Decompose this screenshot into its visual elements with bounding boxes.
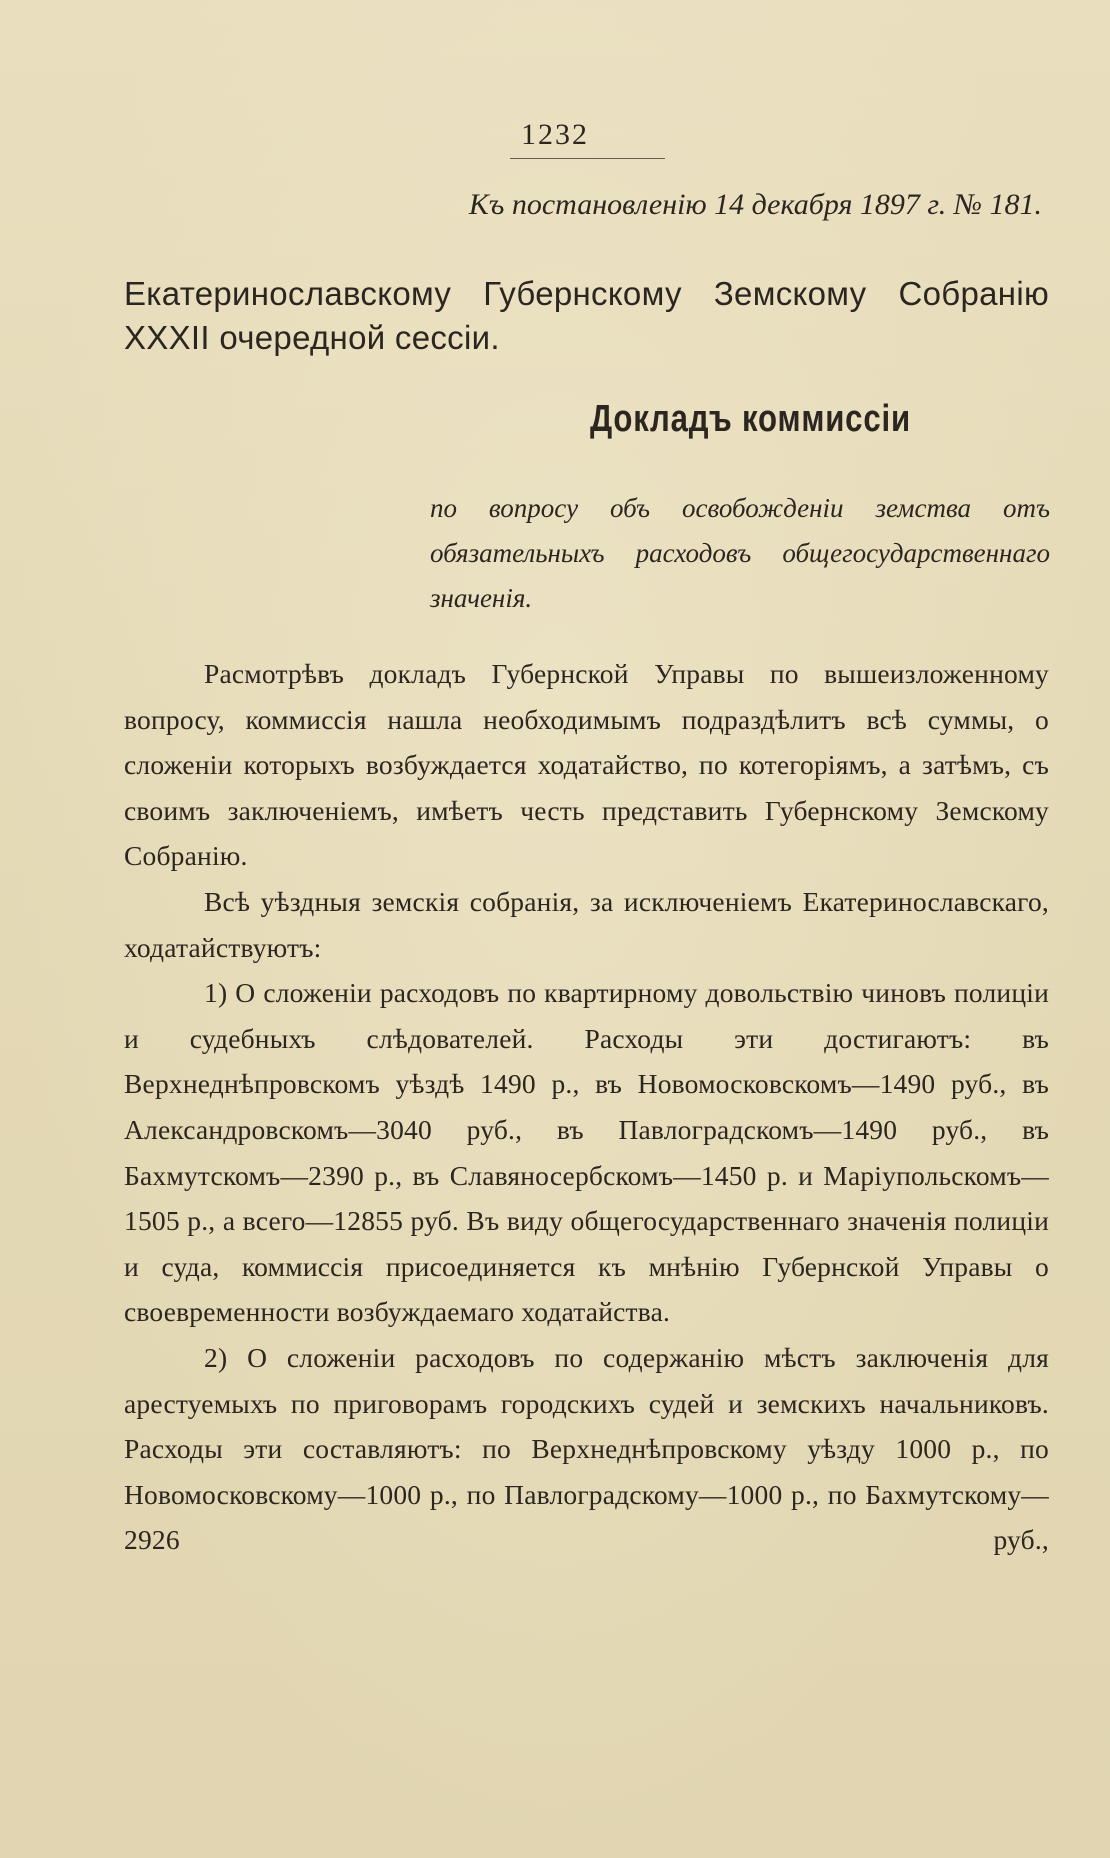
paragraph-petition-lead: Всѣ уѣздныя земскія собранія, за исключеніемъ Екатеринославскаго, ходатайствуютъ: [124, 885, 1049, 963]
report-body [124, 651, 1049, 1563]
report-title: Докладъ коммиссіи [590, 398, 911, 440]
paragraph-item-2: 2) О сложеніи расходовъ по содержанію мѣстъ заключенія для арестуемыхъ по приговорамъ городскихъ судей и земскихъ начальниковъ. Расходы эти составляютъ: по Верхнеднѣпровскому уѣзду 1000 р., по Новомосковскому—1000 р., по Павлоградскому—1000 р., по Бахмутскому—2926 руб., [124, 1341, 1049, 1556]
paragraph-item-1: 1) О сложеніи расходовъ по квартирному довольствію чиновъ полиціи и судебныхъ слѣдователей. Расходы эти достигаютъ: въ Верхнеднѣпровскомъ уѣздѣ 1490 р., въ Новомосковскомъ—1490 руб., въ Александровскомъ—3040 руб., въ Павлоградскомъ—1490 руб., въ Бахмутскомъ—2390 р., въ Славяносербскомъ—1450 р. и Маріупольскомъ—1505 р., а всего—12855 руб. Въ виду общегосударственнаго значенія полиціи и суда, коммиссія присоединяется къ мнѣнію Губернской Управы о своевременности возбуждаемаго ходатайства. [124, 977, 1049, 1328]
report-subtitle: по вопросу объ освобожденіи земства отъ обязательныхъ расходовъ общегосударственнаго значенія. [430, 493, 1050, 613]
page-number: 1232 [521, 118, 589, 151]
paragraph-intro: Расмотрѣвъ докладъ Губернской Управы по вышеизложенному вопросу, коммиссія нашла необходимымъ подраздѣлитъ всѣ суммы, о сложеніи которыхъ возбуждается ходатайство, по котегоріямъ, а затѣмъ, съ своимъ заключеніемъ, имѣетъ честь представить Губернскому Земскому Собранію. [124, 658, 1049, 872]
page-number-rule [510, 158, 665, 159]
addressee-heading: Екатеринославскому Губернскому Земскому Собранію XXXII очередной сессіи. [124, 275, 1049, 356]
resolution-reference: Къ постановленію 14 декабря 1897 г. № 181. [468, 188, 1042, 221]
